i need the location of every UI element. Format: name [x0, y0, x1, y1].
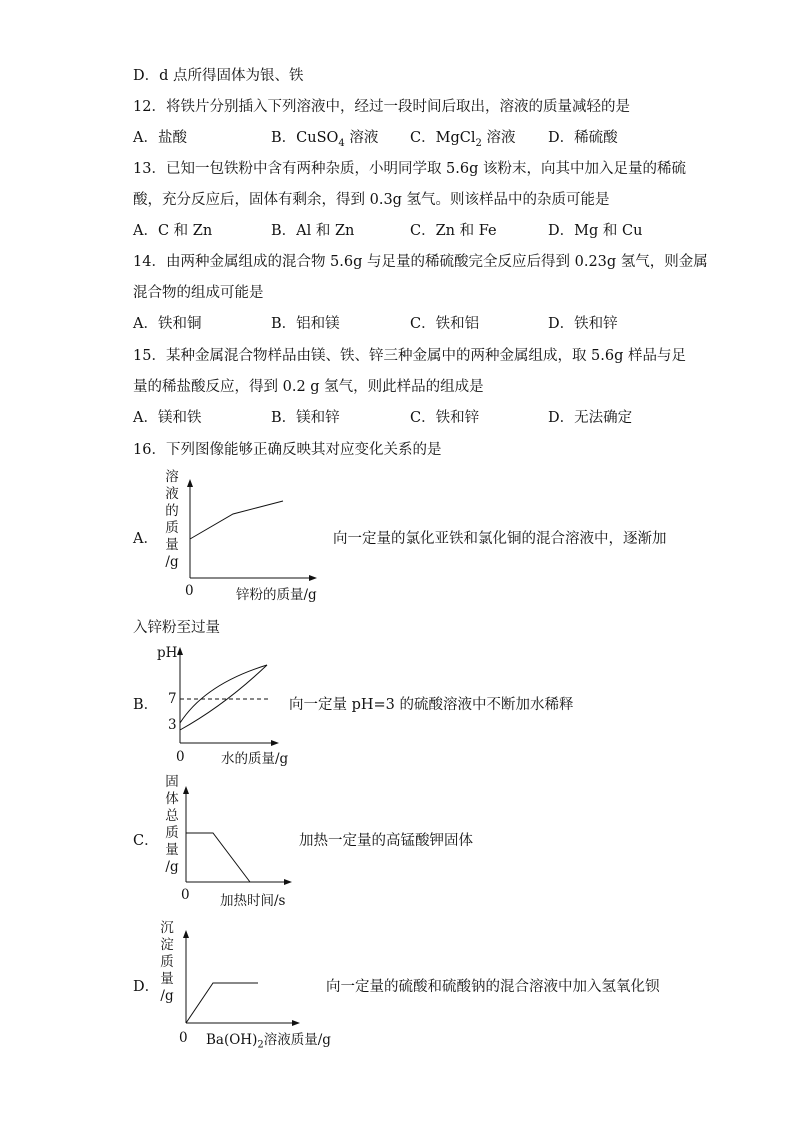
question-15-line-1: 15．某种金属混合物样品由镁、铁、锌三种金属中的两种金属组成，取 5.6g 样品与足	[133, 348, 687, 364]
option-d-prev-question: D．d 点所得固体为银、铁	[133, 68, 304, 84]
graph-b-y-arrow	[177, 647, 183, 655]
graph-a-y-arrow	[187, 479, 193, 487]
graph-b-ylabel: pH	[157, 645, 178, 661]
graph-d-x-arrow	[292, 1020, 300, 1026]
question-14-line-1: 14．由两种金属组成的混合物 5.6g 与足量的稀硫酸完全反应后得到 0.23g 氢气，则金属	[133, 254, 708, 270]
question-12: 12．将铁片分别插入下列溶液中，经过一段时间后取出，溶液的质量减轻的是	[133, 99, 630, 115]
q15-option-d: D．无法确定	[548, 410, 633, 426]
graph-c-origin: 0	[181, 887, 190, 903]
q12-option-a: A．盐酸	[133, 130, 187, 146]
q16-option-a-label: A．	[133, 531, 158, 547]
q13-option-a: A．C 和 Zn	[133, 223, 213, 239]
q12-option-d: D．稀硫酸	[548, 130, 618, 146]
q13-option-d: D．Mg 和 Cu	[548, 223, 643, 239]
q15-option-c: C．铁和锌	[410, 410, 480, 426]
graph-a-ylabel: 溶 液 的 质 量 /g	[165, 469, 179, 570]
q16-option-d-label: D．	[133, 979, 160, 995]
q12-option-c: C．MgCl$_2$ 溶液	[410, 130, 516, 149]
q14-option-c: C．铁和铝	[410, 316, 480, 332]
graph-c-x-arrow	[284, 879, 292, 885]
q13-option-b: B．Al 和 Zn	[271, 223, 355, 239]
graph-c-ylabel: 固 体 总 质 量 /g	[165, 774, 179, 875]
graph-c-curve	[186, 833, 250, 882]
graph-b-x-arrow	[271, 740, 279, 746]
graph-b-lower-curve	[180, 665, 267, 730]
q14-option-a: A．铁和铜	[133, 316, 202, 332]
q12-option-b: B．CuSO$_4$ 溶液	[271, 130, 379, 149]
q14-option-b: B．铝和镁	[271, 316, 340, 332]
q15-option-a: A．镁和铁	[133, 410, 202, 426]
graph-d-y-arrow	[183, 930, 189, 938]
q14-option-d: D．铁和锌	[548, 316, 618, 332]
graph-a-xlabel: 锌粉的质量/g	[236, 587, 317, 603]
question-14-line-2: 混合物的组成可能是	[133, 285, 264, 301]
graph-d-description: 向一定量的硫酸和硫酸钠的混合溶液中加入氢氧化钡	[326, 979, 660, 995]
question-13-line-2: 酸，充分反应后，固体有剩余，得到 0.3g 氢气。则该样品中的杂质可能是	[133, 192, 610, 208]
graph-b-tick-3: 3	[168, 717, 177, 733]
graph-b-description: 向一定量 pH=3 的硫酸溶液中不断加水稀释	[289, 697, 574, 713]
graph-b-origin: 0	[176, 749, 185, 765]
graph-b-tick-7: 7	[168, 691, 177, 707]
q13-option-c: C．Zn 和 Fe	[410, 223, 497, 239]
graph-a-description-line-2: 入锌粉至过量	[133, 620, 220, 636]
q15-option-b: B．镁和锌	[271, 410, 340, 426]
graph-c-y-arrow	[183, 786, 189, 794]
graph-a-description-line-1: 向一定量的氯化亚铁和氯化铜的混合溶液中，逐渐加	[333, 531, 667, 547]
question-15-line-2: 量的稀盐酸反应，得到 0.2 g 氢气，则此样品的组成是	[133, 379, 484, 395]
graph-a-x-arrow	[309, 575, 317, 581]
graph-b-xlabel: 水的质量/g	[221, 751, 289, 767]
graph-d-curve	[186, 983, 258, 1023]
graph-c-description: 加热一定量的高锰酸钾固体	[299, 833, 473, 849]
graph-a-origin: 0	[185, 583, 194, 599]
question-13-line-1: 13．已知一包铁粉中含有两种杂质，小明同学取 5.6g 该粉末，向其中加入足量的稀硫	[133, 161, 687, 177]
graph-d-origin: 0	[179, 1030, 188, 1046]
q16-option-c-label: C．	[133, 833, 159, 849]
graph-d-ylabel: 沉 淀 质 量 /g	[160, 920, 174, 1004]
question-16: 16．下列图像能够正确反映其对应变化关系的是	[133, 442, 442, 458]
q16-option-b-label: B．	[133, 697, 159, 713]
graph-a-curve	[190, 501, 283, 539]
graph-c-xlabel: 加热时间/s	[220, 893, 286, 909]
graph-d-xlabel: $Ba(OH)_2$溶液质量/g	[206, 1032, 331, 1051]
graph-b-upper-curve	[180, 665, 267, 723]
